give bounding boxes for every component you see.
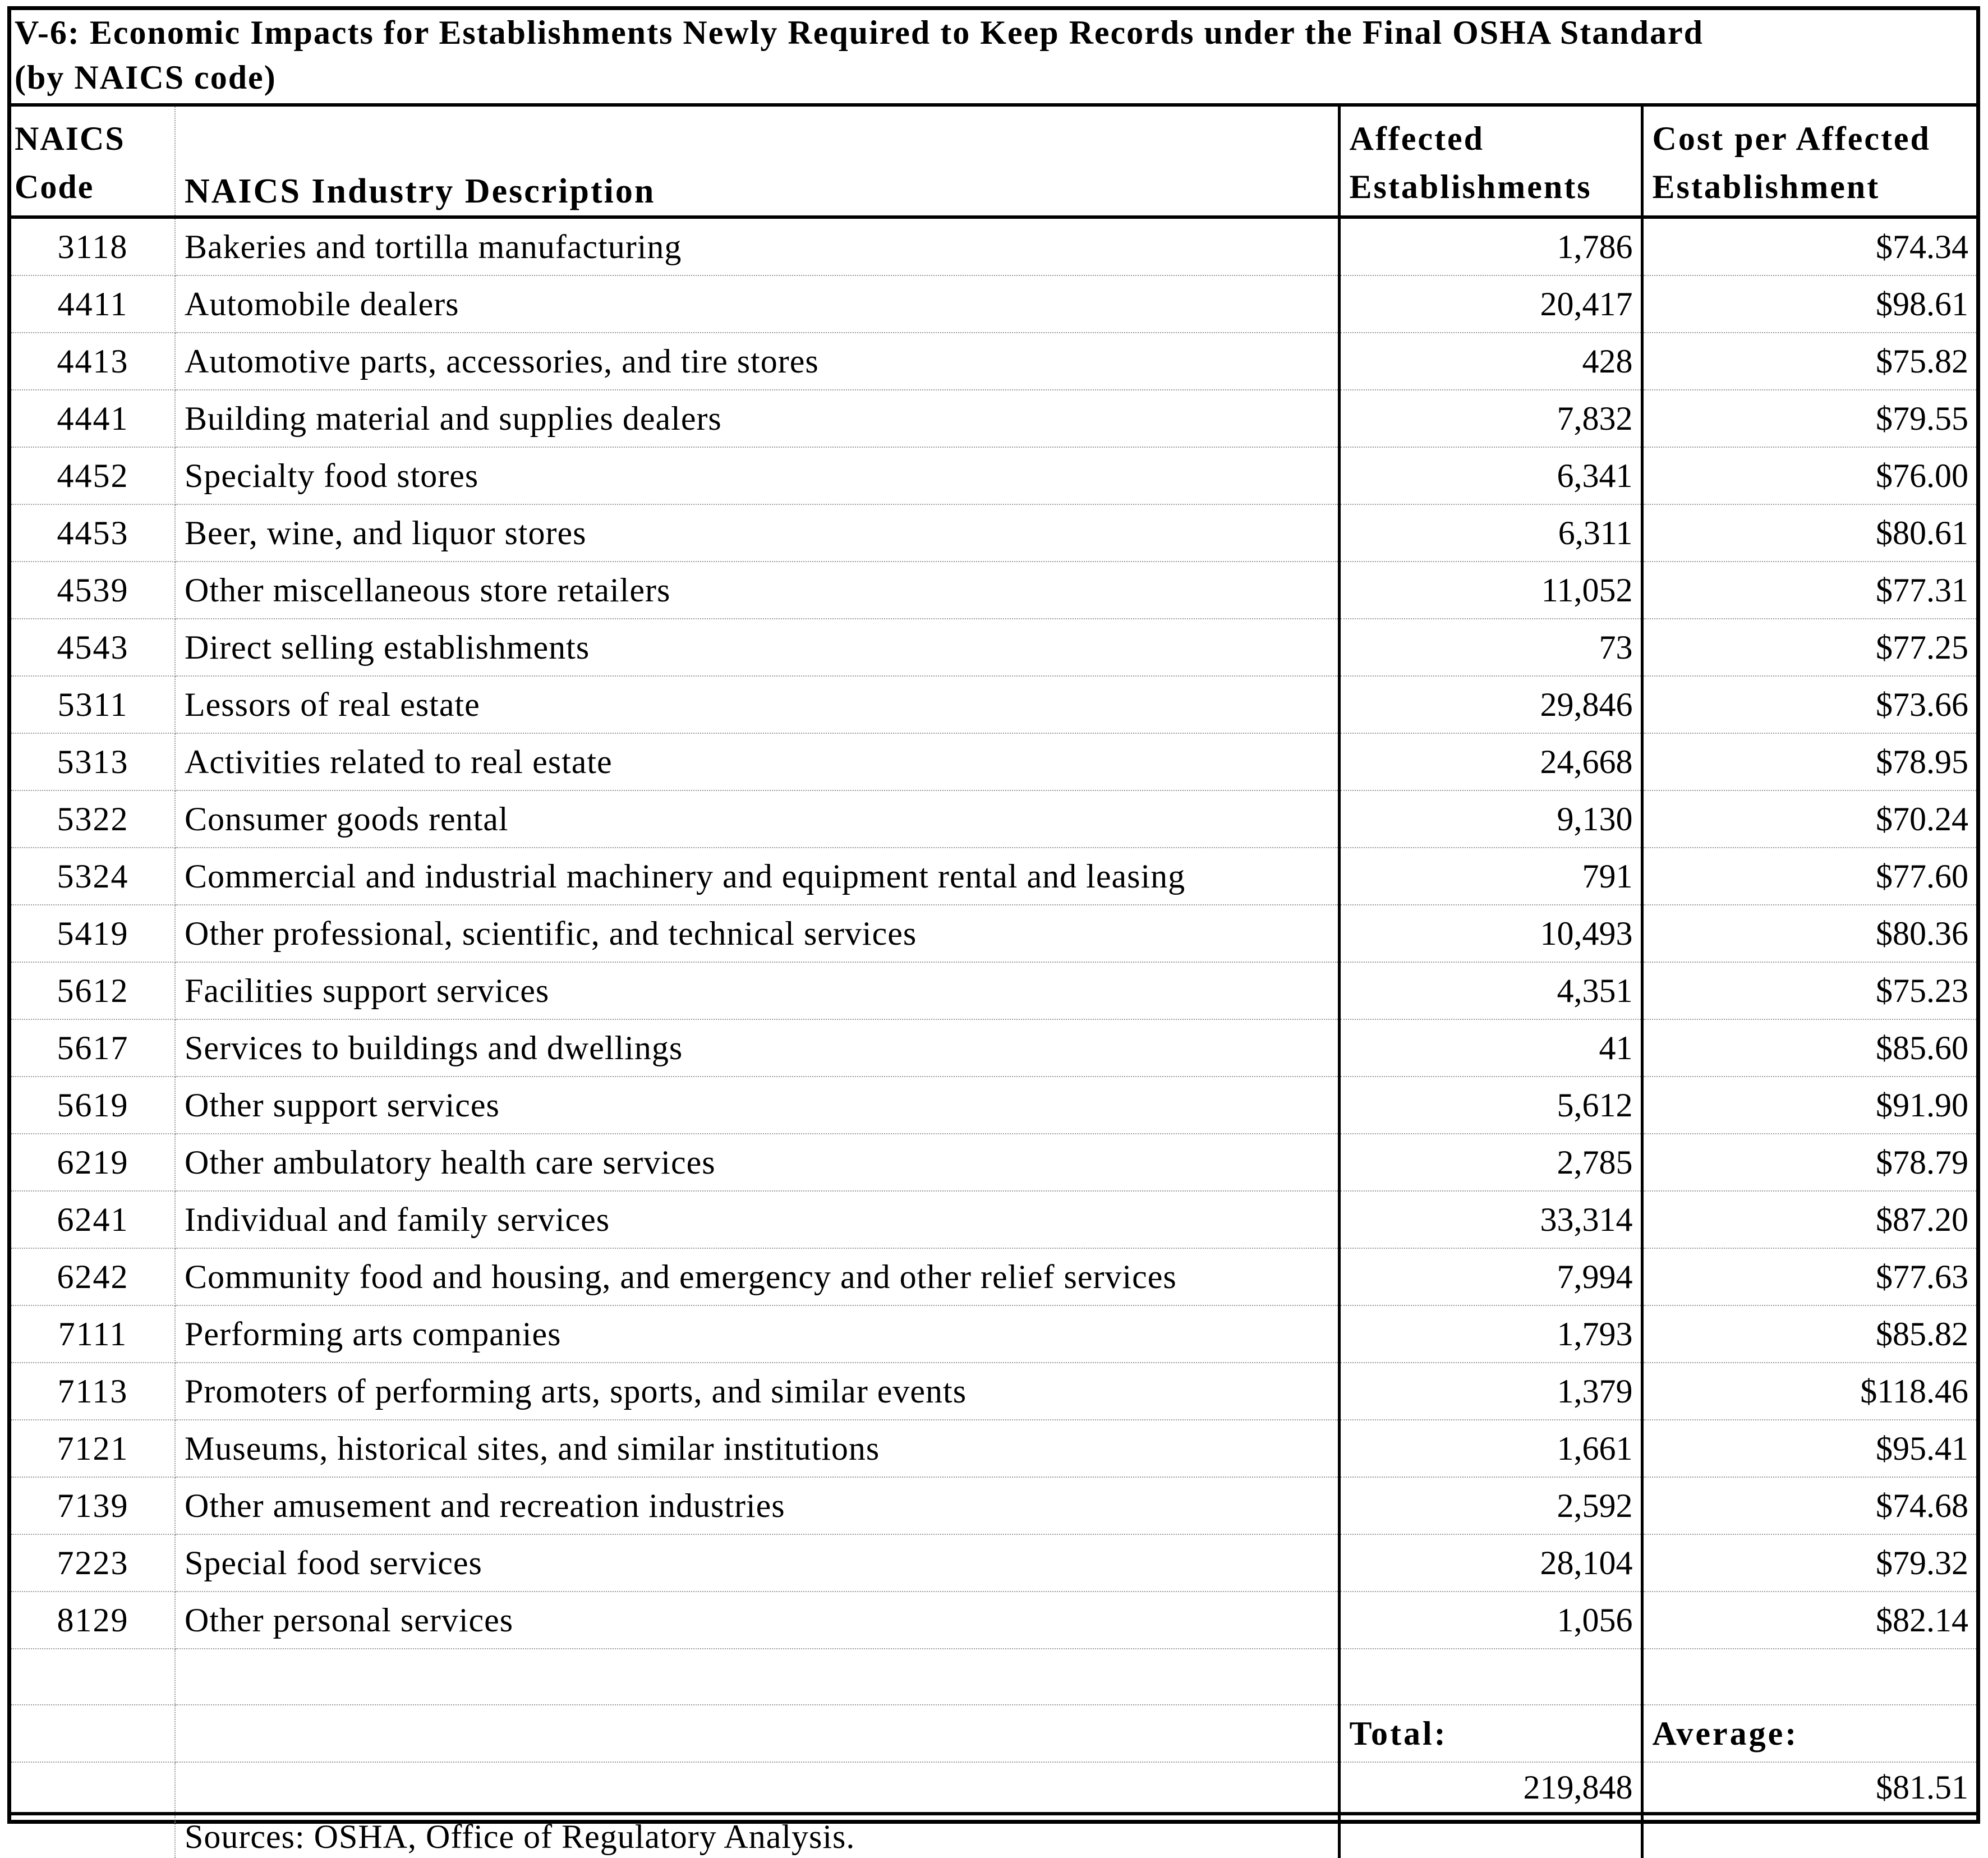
table-body bbox=[11, 217, 1976, 1858]
table-row bbox=[11, 447, 1976, 504]
affected-establishments-cell: 11,052 bbox=[1339, 562, 1642, 619]
naics-code-cell: 5322 bbox=[11, 790, 175, 848]
naics-code-cell: 8129 bbox=[11, 1592, 175, 1649]
industry-description-cell: Other personal services bbox=[175, 1592, 1339, 1649]
table-row bbox=[11, 1534, 1976, 1592]
table-row bbox=[11, 1477, 1976, 1534]
affected-establishments-cell: 73 bbox=[1339, 619, 1642, 676]
naics-code-cell: 5617 bbox=[11, 1019, 175, 1077]
industry-description-cell: Other professional, scientific, and technical services bbox=[175, 905, 1339, 962]
industry-description-cell: Other amusement and recreation industries bbox=[175, 1477, 1339, 1534]
table-row bbox=[11, 905, 1976, 962]
table-row bbox=[11, 790, 1976, 848]
table-title-line1: V-6: Economic Impacts for Establishments Newly Required to Keep Records under the Final OSHA Standard bbox=[15, 14, 1704, 51]
cost-per-establishment-cell: $95.41 bbox=[1642, 1420, 1976, 1477]
naics-code-cell: 5419 bbox=[11, 905, 175, 962]
table-row bbox=[11, 676, 1976, 733]
naics-code-cell: 7121 bbox=[11, 1420, 175, 1477]
average-label: Average: bbox=[1642, 1705, 1976, 1762]
cost-per-establishment-cell: $73.66 bbox=[1642, 676, 1976, 733]
cost-per-establishment-cell: $98.61 bbox=[1642, 275, 1976, 333]
industry-description-cell: Other support services bbox=[175, 1077, 1339, 1134]
cost-per-establishment-cell: $77.31 bbox=[1642, 562, 1976, 619]
industry-description-cell: Community food and housing, and emergency and other relief services bbox=[175, 1248, 1339, 1305]
header-naics-code bbox=[11, 107, 175, 217]
header-industry-description: NAICS Industry Description bbox=[175, 107, 1339, 217]
industry-description-cell: Activities related to real estate bbox=[175, 733, 1339, 790]
affected-establishments-cell: 5,612 bbox=[1339, 1077, 1642, 1134]
naics-code-cell: 5313 bbox=[11, 733, 175, 790]
naics-code-cell: 5619 bbox=[11, 1077, 175, 1134]
affected-establishments-cell: 33,314 bbox=[1339, 1191, 1642, 1248]
table-row bbox=[11, 1420, 1976, 1477]
affected-establishments-cell: 20,417 bbox=[1339, 275, 1642, 333]
cost-per-establishment-cell: $79.55 bbox=[1642, 390, 1976, 447]
affected-establishments-cell: 1,379 bbox=[1339, 1363, 1642, 1420]
industry-description-cell: Commercial and industrial machinery and equipment rental and leasing bbox=[175, 848, 1339, 905]
naics-code-cell: 7139 bbox=[11, 1477, 175, 1534]
header-cost-per-establishment bbox=[1642, 107, 1976, 217]
cost-per-establishment-cell: $78.95 bbox=[1642, 733, 1976, 790]
naics-code-cell: 5324 bbox=[11, 848, 175, 905]
header-affected-line2: Establishments bbox=[1349, 168, 1592, 205]
cost-per-establishment-cell: $78.79 bbox=[1642, 1134, 1976, 1191]
cost-per-establishment-cell: $80.36 bbox=[1642, 905, 1976, 962]
table-row bbox=[11, 504, 1976, 562]
table-row bbox=[11, 1077, 1976, 1134]
industry-description-cell: Promoters of performing arts, sports, and similar events bbox=[175, 1363, 1339, 1420]
affected-establishments-cell: 29,846 bbox=[1339, 676, 1642, 733]
affected-establishments-cell: 7,994 bbox=[1339, 1248, 1642, 1305]
naics-code-cell: 4413 bbox=[11, 333, 175, 390]
average-value: $81.51 bbox=[1642, 1762, 1976, 1814]
cost-per-establishment-cell: $76.00 bbox=[1642, 447, 1976, 504]
industry-description-cell: Performing arts companies bbox=[175, 1305, 1339, 1363]
table-title-line2: (by NAICS code) bbox=[15, 59, 277, 96]
cost-per-establishment-cell: $87.20 bbox=[1642, 1191, 1976, 1248]
header-affected-line1: Affected bbox=[1349, 120, 1485, 157]
table-row bbox=[11, 1134, 1976, 1191]
cost-per-establishment-cell: $77.25 bbox=[1642, 619, 1976, 676]
table-row bbox=[11, 733, 1976, 790]
naics-code-cell: 4411 bbox=[11, 275, 175, 333]
header-affected-establishments bbox=[1339, 107, 1642, 217]
industry-description-cell: Services to buildings and dwellings bbox=[175, 1019, 1339, 1077]
table-row bbox=[11, 848, 1976, 905]
header-row bbox=[11, 107, 1976, 217]
naics-code-cell: 7113 bbox=[11, 1363, 175, 1420]
table-row bbox=[11, 1019, 1976, 1077]
cost-per-establishment-cell: $77.60 bbox=[1642, 848, 1976, 905]
naics-code-cell: 7223 bbox=[11, 1534, 175, 1592]
affected-establishments-cell: 1,056 bbox=[1339, 1592, 1642, 1649]
industry-description-cell: Other miscellaneous store retailers bbox=[175, 562, 1339, 619]
table-title bbox=[11, 10, 1976, 107]
table-row bbox=[11, 1305, 1976, 1363]
table-row bbox=[11, 562, 1976, 619]
table-row bbox=[11, 333, 1976, 390]
affected-establishments-cell: 791 bbox=[1339, 848, 1642, 905]
source-row bbox=[11, 1814, 1976, 1858]
naics-code-cell: 4453 bbox=[11, 504, 175, 562]
table-row bbox=[11, 275, 1976, 333]
cost-per-establishment-cell: $79.32 bbox=[1642, 1534, 1976, 1592]
affected-establishments-cell: 9,130 bbox=[1339, 790, 1642, 848]
table-row bbox=[11, 1248, 1976, 1305]
affected-establishments-cell: 4,351 bbox=[1339, 962, 1642, 1019]
affected-establishments-cell: 428 bbox=[1339, 333, 1642, 390]
table-row bbox=[11, 217, 1976, 275]
affected-establishments-cell: 10,493 bbox=[1339, 905, 1642, 962]
industry-description-cell: Special food services bbox=[175, 1534, 1339, 1592]
header-code-line2: Code bbox=[15, 168, 94, 205]
summary-label-row bbox=[11, 1705, 1976, 1762]
cost-per-establishment-cell: $74.34 bbox=[1642, 217, 1976, 275]
summary-value-row bbox=[11, 1762, 1976, 1814]
cost-per-establishment-cell: $118.46 bbox=[1642, 1363, 1976, 1420]
affected-establishments-cell: 24,668 bbox=[1339, 733, 1642, 790]
industry-description-cell: Building material and supplies dealers bbox=[175, 390, 1339, 447]
naics-code-cell: 3118 bbox=[11, 217, 175, 275]
cost-per-establishment-cell: $75.23 bbox=[1642, 962, 1976, 1019]
industry-description-cell: Lessors of real estate bbox=[175, 676, 1339, 733]
naics-code-cell: 6242 bbox=[11, 1248, 175, 1305]
naics-impact-table bbox=[11, 107, 1976, 1858]
table-row bbox=[11, 390, 1976, 447]
naics-code-cell: 4452 bbox=[11, 447, 175, 504]
industry-description-cell: Other ambulatory health care services bbox=[175, 1134, 1339, 1191]
industry-description-cell: Bakeries and tortilla manufacturing bbox=[175, 217, 1339, 275]
affected-establishments-cell: 41 bbox=[1339, 1019, 1642, 1077]
cost-per-establishment-cell: $85.82 bbox=[1642, 1305, 1976, 1363]
cost-per-establishment-cell: $91.90 bbox=[1642, 1077, 1976, 1134]
cost-per-establishment-cell: $77.63 bbox=[1642, 1248, 1976, 1305]
cost-per-establishment-cell: $85.60 bbox=[1642, 1019, 1976, 1077]
header-cost-line1: Cost per Affected bbox=[1652, 120, 1931, 157]
naics-code-cell: 7111 bbox=[11, 1305, 175, 1363]
affected-establishments-cell: 6,341 bbox=[1339, 447, 1642, 504]
affected-establishments-cell: 2,785 bbox=[1339, 1134, 1642, 1191]
table-document bbox=[7, 6, 1980, 1855]
affected-establishments-cell: 2,592 bbox=[1339, 1477, 1642, 1534]
naics-code-cell: 4539 bbox=[11, 562, 175, 619]
table-row bbox=[11, 962, 1976, 1019]
naics-code-cell: 4543 bbox=[11, 619, 175, 676]
affected-establishments-cell: 1,786 bbox=[1339, 217, 1642, 275]
table-row bbox=[11, 1363, 1976, 1420]
affected-establishments-cell: 1,793 bbox=[1339, 1305, 1642, 1363]
industry-description-cell: Automobile dealers bbox=[175, 275, 1339, 333]
affected-establishments-cell: 7,832 bbox=[1339, 390, 1642, 447]
naics-code-cell: 6219 bbox=[11, 1134, 175, 1191]
table-row bbox=[11, 1592, 1976, 1649]
table-row bbox=[11, 619, 1976, 676]
cost-per-establishment-cell: $82.14 bbox=[1642, 1592, 1976, 1649]
industry-description-cell: Specialty food stores bbox=[175, 447, 1339, 504]
naics-code-cell: 5612 bbox=[11, 962, 175, 1019]
blank-row bbox=[11, 1649, 1976, 1705]
naics-code-cell: 6241 bbox=[11, 1191, 175, 1248]
affected-establishments-cell: 6,311 bbox=[1339, 504, 1642, 562]
affected-establishments-cell: 1,661 bbox=[1339, 1420, 1642, 1477]
industry-description-cell: Individual and family services bbox=[175, 1191, 1339, 1248]
header-code-line1: NAICS bbox=[15, 120, 125, 157]
header-cost-line2: Establishment bbox=[1652, 168, 1880, 205]
industry-description-cell: Consumer goods rental bbox=[175, 790, 1339, 848]
affected-establishments-cell: 28,104 bbox=[1339, 1534, 1642, 1592]
industry-description-cell: Museums, historical sites, and similar institutions bbox=[175, 1420, 1339, 1477]
naics-code-cell: 5311 bbox=[11, 676, 175, 733]
industry-description-cell: Beer, wine, and liquor stores bbox=[175, 504, 1339, 562]
cost-per-establishment-cell: $70.24 bbox=[1642, 790, 1976, 848]
industry-description-cell: Direct selling establishments bbox=[175, 619, 1339, 676]
total-value: 219,848 bbox=[1339, 1762, 1642, 1814]
cost-per-establishment-cell: $75.82 bbox=[1642, 333, 1976, 390]
industry-description-cell: Automotive parts, accessories, and tire stores bbox=[175, 333, 1339, 390]
table-row bbox=[11, 1191, 1976, 1248]
source-note: Sources: OSHA, Office of Regulatory Analysis. bbox=[175, 1814, 1339, 1858]
naics-code-cell: 4441 bbox=[11, 390, 175, 447]
industry-description-cell: Facilities support services bbox=[175, 962, 1339, 1019]
total-label: Total: bbox=[1339, 1705, 1642, 1762]
cost-per-establishment-cell: $74.68 bbox=[1642, 1477, 1976, 1534]
cost-per-establishment-cell: $80.61 bbox=[1642, 504, 1976, 562]
